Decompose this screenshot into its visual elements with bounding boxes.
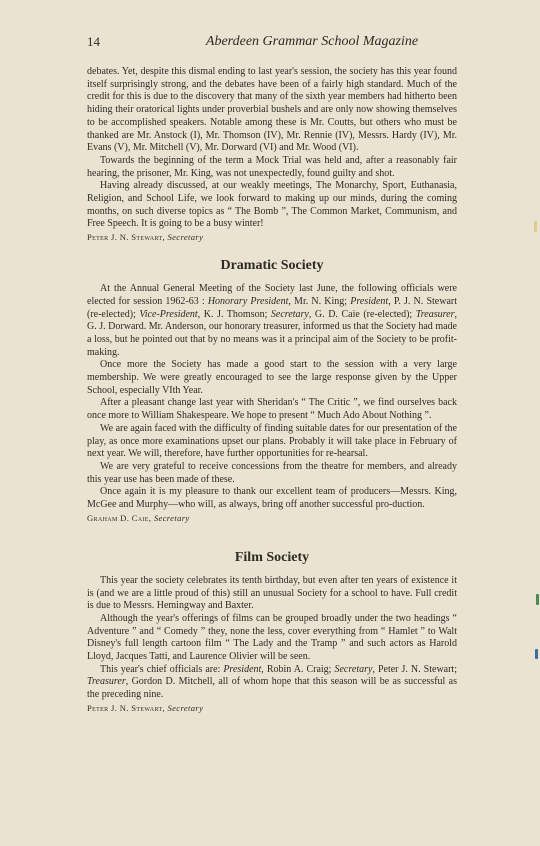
office-title: Secretary	[270, 308, 309, 320]
film-society-heading: Film Society	[234, 549, 310, 565]
debating-paragraph-2: Towards the beginning of the term a Mock Trial was held and, after a reasonably fair hearing, the prisoner, Mr. King, was not unexpectedly, found guilty and shot.	[87, 154, 457, 179]
debating-signature: Peter J. N. Stewart, Secretary	[87, 232, 204, 243]
text-run: , Peter J. N. Stewart;	[372, 663, 457, 675]
dramatic-signature: Graham D. Caie, Secretary	[87, 512, 190, 523]
edge-colour-mark	[534, 221, 537, 232]
edge-colour-mark	[535, 649, 538, 659]
debating-paragraph-3: Having already discussed, at our weakly meetings, The Monarchy, Sport, Euthanasia, Religion, and School Life, we look forward to making up our minds, during the coming months, on such diverse topics as “ The Bomb ”, The Common Market, Communism, and Free Speech. It is going to be a busy winter!	[87, 180, 457, 230]
text-run: , Mr. N. King;	[288, 295, 351, 307]
dramatic-paragraph-2: Once more the Society has made a good start to the session with a very large membership. We were greatly encouraged to see the large response given by the Upper School, especially VIth Year.	[87, 359, 457, 396]
office-title: President	[350, 295, 389, 307]
page-number: 14	[87, 34, 100, 49]
office-title: President	[223, 663, 262, 675]
film-paragraph-2: Although the year's offerings of films can be grouped broadly under the two headings “ Adventure ” and “ Comedy ” they, none the less, cover everything from “ Hamlet ” to Walt Disney's full length cartoon film “ The Lady and the Tramp ” and such actors as Harold Lloyd, Jacques Tatti, and Laurence Olivier will be seen.	[87, 612, 457, 663]
text-run: , G. D. Caie (re-elected);	[308, 308, 416, 320]
signature-name: Peter J. N. Stewart	[87, 232, 163, 243]
dramatic-paragraph-1	[87, 283, 457, 359]
edge-colour-mark	[536, 594, 539, 605]
debating-paragraph-1: debates. Yet, despite this dismal ending to last year's session, the society has this year found itself surprisingly strong, and the debates have been of a fairly high standard. Much of the credit for this is due to the discovery that many of the sixth year members had hitherto been hiding their oratorical lights under proverbial bushels and are only now showing themselves to be accomplished speakers. Notable among these is Mr. Coutts, but others who must be thanked are Mr. Anstock (I), Mr. Thomson (IV), Mr. Rennie (IV), Messrs. Hardy (IV), Mr. Evans (V), Mr. Mitchell (V), Mr. Dorward (VI) and Mr. Wood (VI).	[87, 66, 457, 154]
film-paragraph-1: This year the society celebrates its tenth birthday, but even after ten years of existence it is (and we are a little proud of this) still an unusual Society for a school to have. Full credit is due to Messrs. Hemingway and Baxter.	[87, 574, 457, 612]
signature-role: Secretary	[167, 232, 204, 243]
page-body	[87, 66, 457, 715]
office-title: Treasurer	[415, 308, 455, 320]
dramatic-paragraph-6: Once again it is my pleasure to thank our excellent team of producers—Messrs. King, McGee and Murphy—who will, as always, bring off another successful pro-duction.	[87, 486, 457, 511]
office-title: Honorary President	[207, 295, 289, 307]
film-society-section	[87, 550, 457, 715]
text-run: , G. J. Dorward. Mr. Anderson, our honorary treasurer, informed us that the Society had made a loss, but he pointed out that by no means was it a principal aim of the Society to be profit-making.	[87, 308, 457, 358]
office-title: Vice-President	[139, 308, 198, 320]
office-title: Secretary	[334, 663, 373, 675]
dramatic-paragraph-4: We are again faced with the difficulty of finding suitable dates for our presentation of the play, as once more examinations upset our plans. Probably it will take place in February of next year. We will, therefore, have further opportunities for re-hearsal.	[87, 422, 457, 460]
dramatic-society-section	[87, 258, 457, 525]
signature-name: Graham D. Caie	[87, 512, 149, 523]
signature-name: Peter J. N. Stewart	[87, 702, 163, 713]
text-run: , Gordon D. Mitchell, all of whom hope that this season will be as successful as the preceding nine.	[87, 676, 457, 701]
text-run: At the Annual General Meeting of the Society last June, the following officials were elected for session 1962-63 :	[87, 283, 457, 307]
dramatic-paragraph-3: After a pleasant change last year with Sheridan's “ The Critic ”, we find ourselves back once more to William Shakespeare. We hope to present “ Much Ado About Nothing ”.	[87, 397, 457, 422]
page-header	[87, 34, 457, 54]
text-run: This year's chief officials are:	[100, 663, 224, 675]
text-run: , Robin A. Craig;	[261, 663, 335, 675]
signature-role: Secretary	[167, 702, 204, 713]
signature-role: Secretary	[153, 512, 190, 523]
office-title: Treasurer	[87, 676, 126, 688]
dramatic-paragraph-5: We are very grateful to receive concessions from the theatre for members, and already this year use has been made of these.	[87, 460, 457, 485]
film-signature: Peter J. N. Stewart, Secretary	[87, 702, 204, 713]
text-run: , K. J. Thomson;	[197, 308, 271, 320]
dramatic-society-heading: Dramatic Society	[220, 258, 324, 274]
debating-society-section	[87, 66, 457, 244]
text-run: , P. J. N. Stewart (re-elected);	[87, 295, 457, 320]
running-title: Aberdeen Grammar School Magazine	[205, 34, 419, 49]
film-paragraph-3	[87, 664, 457, 702]
